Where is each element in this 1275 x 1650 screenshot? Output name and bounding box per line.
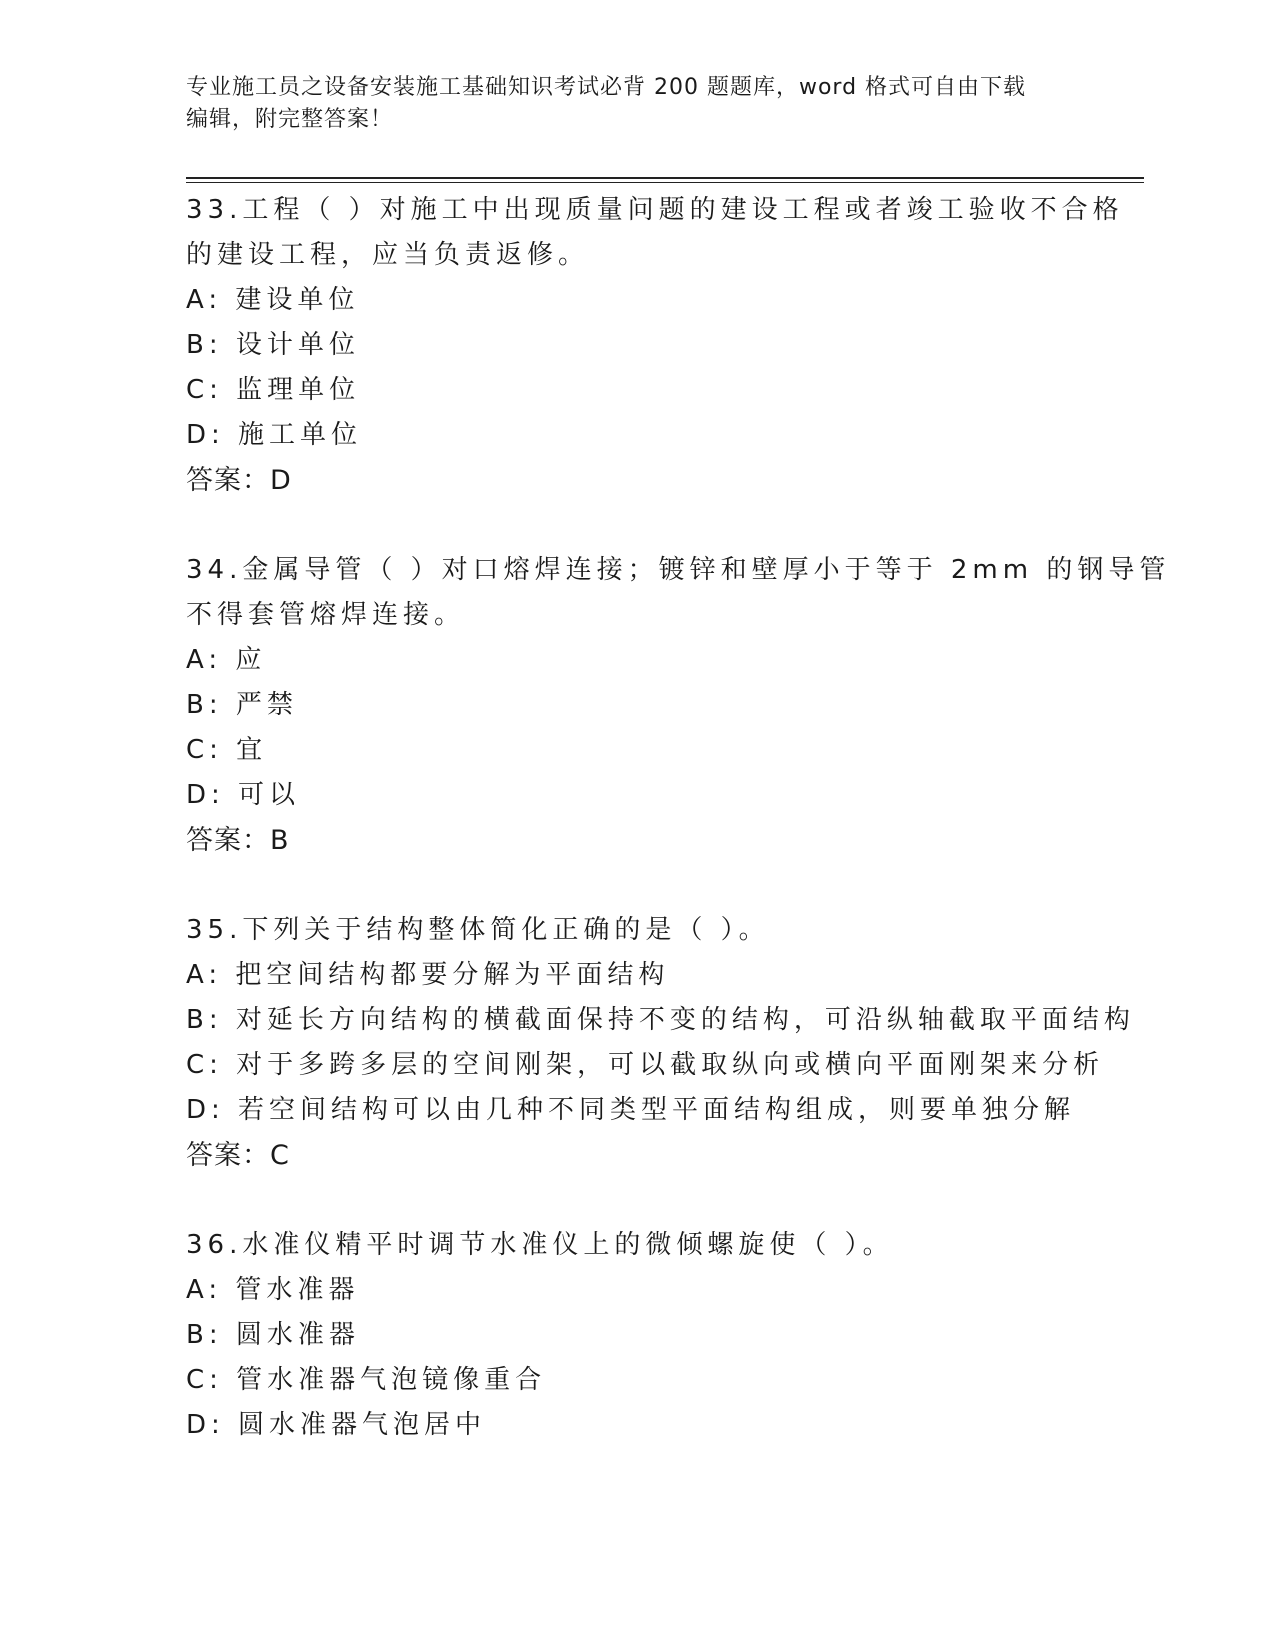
question-list [186, 188, 1171, 1448]
header-line-1: 专业施工员之设备安装施工基础知识考试必背 200 题题库，word 格式可自由下载 [186, 75, 1027, 100]
question-text-line: 34.金属导管（ ）对口熔焊连接；镀锌和壁厚小于等于 2mm 的钢导管 [186, 555, 1171, 585]
option-a: A: 建设单位 [186, 285, 360, 315]
option-b: B: 对延长方向结构的横截面保持不变的结构，可沿纵轴截取平面结构 [186, 1005, 1135, 1035]
question-36 [186, 1223, 1086, 1448]
question-text-line: 36.水准仪精平时调节水准仪上的微倾螺旋使（ ）。 [186, 1230, 894, 1260]
document-header [186, 72, 1076, 136]
option-b: B: 设计单位 [186, 330, 360, 360]
question-text-line: 33.工程（ ）对施工中出现质量问题的建设工程或者竣工验收不合格 [186, 195, 1124, 225]
option-c: C: 宜 [186, 735, 268, 765]
question-text-line: 不得套管熔焊连接。 [186, 600, 466, 630]
option-d: D: 若空间结构可以由几种不同类型平面结构组成，则要单独分解 [186, 1095, 1076, 1125]
option-b: B: 严禁 [186, 690, 298, 720]
option-c: C: 管水准器气泡镜像重合 [186, 1365, 547, 1395]
option-d: D: 施工单位 [186, 420, 363, 450]
option-d: D: 可以 [186, 780, 301, 810]
header-line-2: 编辑，附完整答案！ [186, 107, 394, 132]
answer: 答案：C [186, 1140, 290, 1171]
answer: 答案：B [186, 825, 290, 856]
question-34 [186, 548, 1171, 863]
option-c: C: 对于多跨多层的空间刚架，可以截取纵向或横向平面刚架来分析 [186, 1050, 1105, 1080]
option-c: C: 监理单位 [186, 375, 361, 405]
option-b: B: 圆水准器 [186, 1320, 360, 1350]
question-35 [186, 908, 1135, 1178]
option-d: D: 圆水准器气泡居中 [186, 1410, 487, 1440]
header-divider-bottom [186, 182, 1144, 183]
question-text-line: 的建设工程，应当负责返修。 [186, 240, 590, 270]
question-33 [186, 188, 1124, 503]
question-text-line: 35.下列关于结构整体简化正确的是（ ）。 [186, 915, 770, 945]
option-a: A: 管水准器 [186, 1275, 360, 1305]
header-divider-top [186, 177, 1144, 179]
option-a: A: 应 [186, 645, 267, 675]
answer: 答案：D [186, 465, 292, 496]
option-a: A: 把空间结构都要分解为平面结构 [186, 960, 670, 990]
